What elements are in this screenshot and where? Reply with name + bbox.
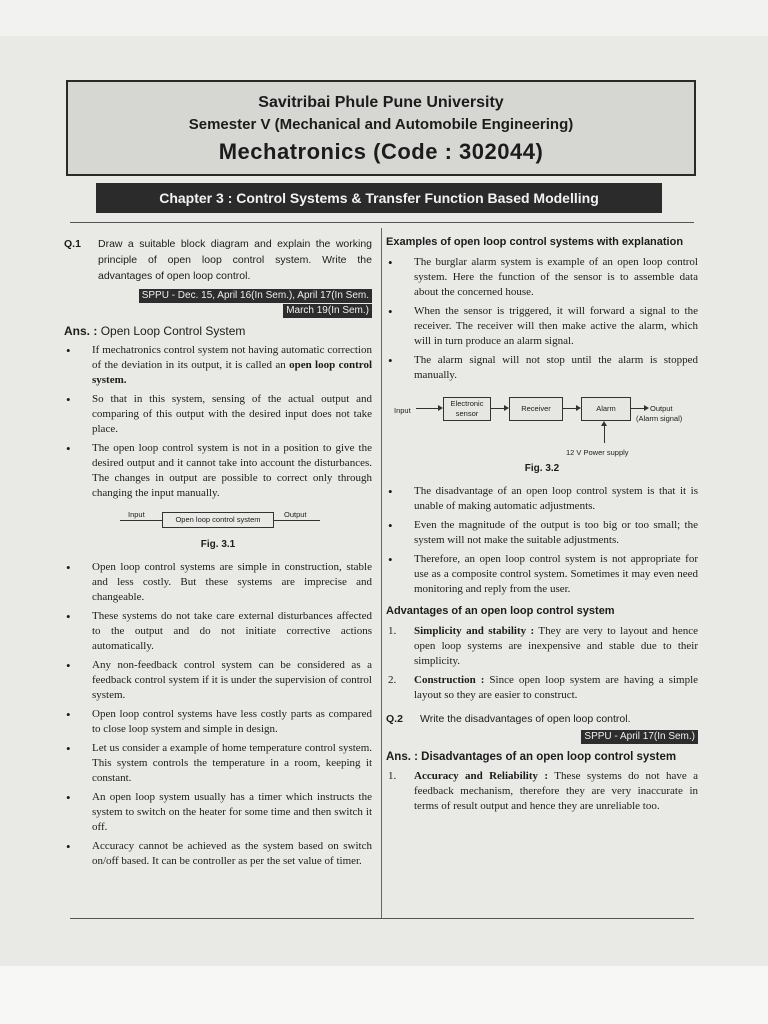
question-text: Write the disadvantages of open loop control. — [420, 713, 631, 725]
list-item: • The burglar alarm system is example of an open loop control system. Here the function of the sensor is to assemble data about the concerned house. — [388, 255, 698, 298]
signal-line — [416, 408, 440, 409]
bullet-icon: • — [388, 518, 393, 533]
bullet-icon: • — [66, 560, 71, 575]
bullet-icon: • — [66, 609, 71, 624]
title-box — [66, 80, 696, 176]
list-item: • The open loop control system is not in a position to give the desired output and it cannot take into account the disturbances. The changes in output are possible to correct only through changing the input manually. — [66, 441, 372, 499]
bold-term: Simplicity and stability : — [414, 625, 535, 637]
power-label: 12 V Power supply — [566, 448, 629, 457]
question-2 — [386, 711, 698, 727]
column-divider — [381, 228, 382, 918]
list-item: • If mechatronics control system not having automatic correction of the deviation in its output, it is called an open loop control system. — [66, 343, 372, 386]
bullet-icon: • — [66, 441, 71, 456]
exam-reference — [386, 729, 698, 744]
bullet-icon: • — [388, 255, 393, 270]
signal-line — [631, 408, 645, 409]
section-heading: Advantages of an open loop control system — [386, 605, 615, 617]
bold-term: Construction : — [414, 674, 485, 686]
power-line — [604, 425, 605, 443]
block-open-loop-system: Open loop control system — [162, 512, 274, 528]
course-title: Mechatronics (Code : 302044) — [218, 139, 544, 164]
bullet-icon: • — [66, 658, 71, 673]
bullet-icon: • — [66, 790, 71, 805]
list-item: • So that in this system, sensing of the actual output and comparing of this output with the desired input does not take place. — [66, 392, 372, 435]
input-label: Input — [394, 406, 411, 415]
list-item: • The disadvantage of an open loop control system is that it is unable of making automatic adjustments. — [388, 484, 698, 512]
question-1 — [64, 236, 372, 284]
bullet-icon: • — [66, 741, 71, 756]
list-item: • Any non-feedback control system can be considered as a feedback control system if it is under the supervision of control system. — [66, 658, 372, 701]
figure-3-2-diagram — [386, 391, 698, 457]
bullet-icon: • — [388, 304, 393, 319]
bullet-icon: • — [66, 343, 71, 358]
answer-heading — [386, 750, 698, 765]
left-column — [64, 236, 372, 873]
list-item: 1. Simplicity and stability : They are very to layout and hence open loop systems are inexpensive and stable due to their simplicity. — [388, 625, 698, 667]
question-number: Q.1 — [64, 238, 81, 250]
output-sublabel: (Alarm signal) — [636, 414, 683, 423]
bullet-icon: • — [388, 484, 393, 499]
bullet-icon: • — [388, 353, 393, 368]
list-item: • The alarm signal will not stop until the alarm is stopped manually. — [388, 353, 698, 381]
bottom-rule — [70, 918, 694, 919]
bullet-icon: • — [66, 839, 71, 854]
answer-heading — [64, 324, 372, 339]
sppu-badge: March 19(In Sem.) — [283, 304, 372, 318]
answer-label: Ans. : — [386, 751, 418, 763]
figure-caption: Fig. 3.2 — [524, 463, 560, 474]
arrow-up-icon — [601, 421, 607, 426]
list-item: • Even the magnitude of the output is too big or too small; the system will not make the suitable adjustments. — [388, 518, 698, 546]
bullet-icon: • — [66, 707, 71, 722]
list-item: • Open loop control systems have less costly parts as compared to close loop system and simple in design. — [66, 707, 372, 735]
list-item: • These systems do not take care external disturbances affected to the output and do not initiate corrective actions automatically. — [66, 609, 372, 652]
bullet-icon: • — [66, 392, 71, 407]
list-item: • An open loop system usually has a timer which instructs the system to switch on the heater for some time and then switch it off. — [66, 790, 372, 833]
question-number: Q.2 — [386, 713, 403, 725]
right-column — [386, 234, 698, 818]
signal-line — [491, 408, 505, 409]
list-item: • Accuracy cannot be achieved as the system based on switch on/off based. It can be controller as per the set value of timer. — [66, 839, 372, 867]
list-item: 1. Accuracy and Reliability : These systems do not have a feedback mechanism, therefore they are very inaccurate in terms of result output and hence they are unreliable too. — [388, 770, 698, 812]
item-number: 1. — [388, 770, 397, 782]
semester-line: Semester V (Mechanical and Automobile Engineering) — [188, 116, 574, 133]
block-electronic-sensor: Electronic sensor — [443, 397, 491, 421]
block-receiver: Receiver — [509, 397, 563, 421]
output-label: Output — [284, 510, 307, 519]
item-number: 1. — [388, 625, 397, 637]
bold-term: open loop control system. — [92, 359, 372, 386]
sppu-badge: SPPU - April 17(In Sem.) — [581, 730, 698, 744]
chapter-heading: Chapter 3 : Control Systems & Transfer Function Based Modelling — [96, 183, 662, 213]
list-item: 2. Construction : Since open loop system are having a simple layout so they are easier to construct. — [388, 674, 699, 701]
answer-label: Ans. : — [64, 324, 98, 338]
figure-caption: Fig. 3.1 — [200, 539, 236, 550]
question-text: Draw a suitable block diagram and explain the working principle of open loop control system. Write the advantages of open loop control. — [98, 238, 372, 282]
university-name: Savitribai Phule Pune University — [258, 94, 504, 111]
bold-term: Accuracy and Reliability : — [414, 770, 549, 782]
figure-3-1-diagram — [64, 507, 372, 533]
list-item: • Let us consider a example of home temperature control system. This system controls the temperature in a room, keeping it constant. — [66, 741, 372, 784]
bullet-icon: • — [388, 552, 393, 567]
top-rule — [70, 222, 694, 223]
list-item: • Open loop control systems are simple in construction, stable and less costly. But these systems are imprecise and changeable. — [66, 560, 372, 603]
output-label: Output — [650, 404, 673, 413]
answer-title: Disadvantages of an open loop control system — [421, 751, 677, 763]
answer-title: Open Loop Control System — [100, 324, 246, 338]
item-number: 2. — [388, 674, 397, 686]
sppu-badge: SPPU - Dec. 15, April 16(In Sem.), April 17(In Sem. — [139, 289, 372, 303]
section-heading: Examples of open loop control systems with explanation — [386, 236, 684, 248]
page-margin — [0, 966, 768, 1024]
list-item: • Therefore, an open loop control system is not appropriate for use as a composite control system. Sometimes it may even need monitoring and reply from the user. — [388, 552, 698, 595]
block-alarm: Alarm — [581, 397, 631, 421]
list-item: • When the sensor is triggered, it will forward a signal to the receiver. The receiver will then make active the alarm, which will in turn produce an alarm signal. — [388, 304, 698, 347]
signal-line — [563, 408, 577, 409]
input-label: Input — [128, 510, 145, 519]
exam-reference — [64, 288, 372, 318]
